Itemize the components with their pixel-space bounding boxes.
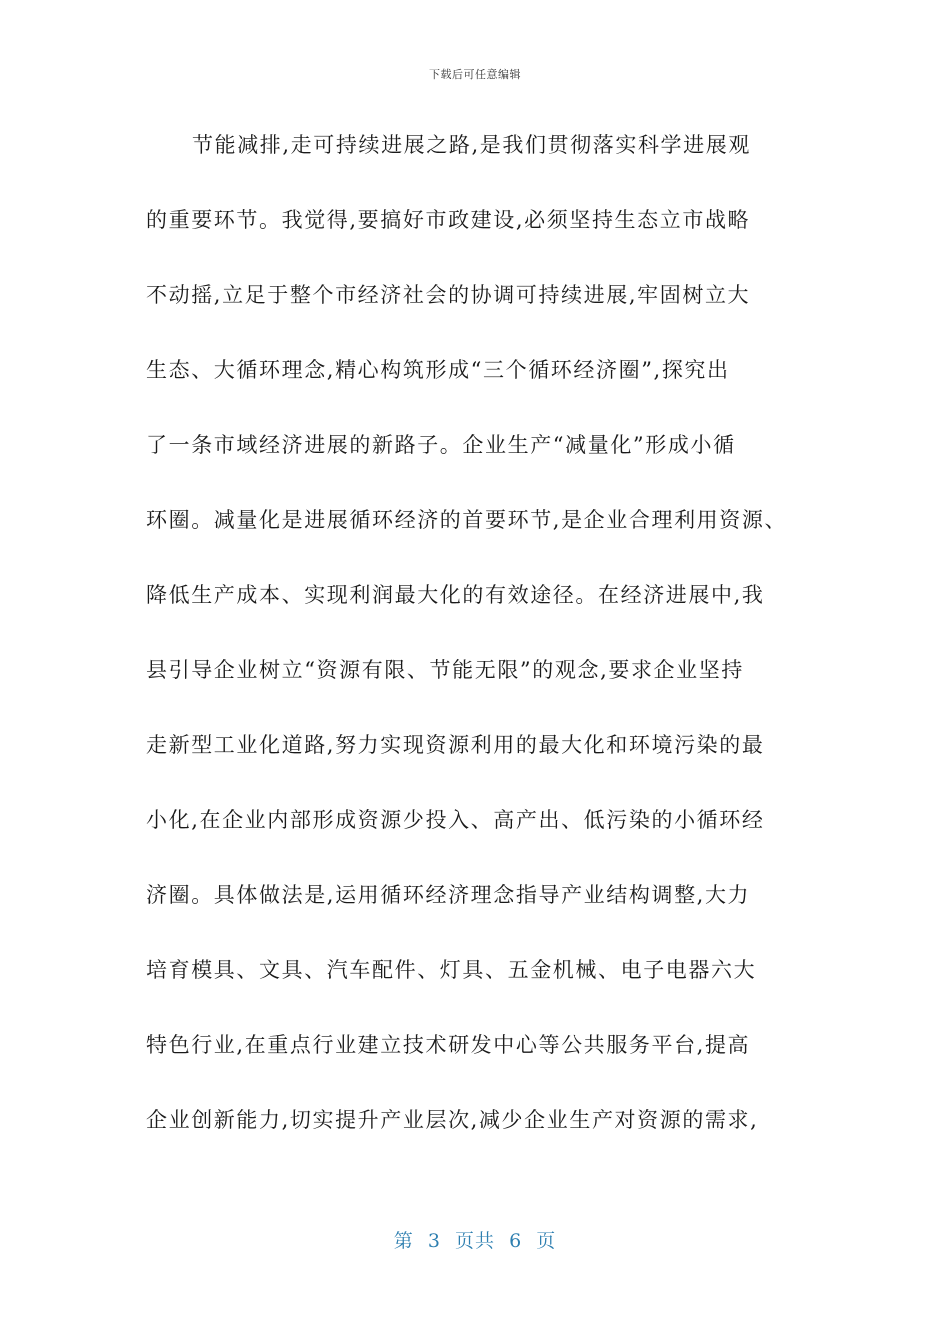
paragraph-line: 县引导企业树立“资源有限、节能无限”的观念,要求企业坚持 <box>146 658 744 682</box>
paragraph-line: 培育模具、文具、汽车配件、灯具、五金机械、电子电器六大 <box>146 958 757 982</box>
paragraph-line: 生态、大循环理念,精心构筑形成“三个循环经济圈”,探究出 <box>146 358 730 382</box>
paragraph-line: 的重要环节。我觉得,要搞好市政建设,必须坚持生态立市战略 <box>146 208 751 232</box>
document-body <box>146 126 826 1176</box>
page-header: 下载后可任意编辑 <box>429 68 521 81</box>
paragraph-line: 走新型工业化道路,努力实现资源利用的最大化和环境污染的最 <box>146 733 765 757</box>
paragraph-line: 降低生产成本、实现利润最大化的有效途径。在经济进展中,我 <box>146 583 765 607</box>
page-number-footer: 第 3 页共 6 页 <box>393 1230 557 1252</box>
paragraph-line: 了一条市域经济进展的新路子。企业生产“减量化”形成小循 <box>146 433 736 457</box>
paragraph-line: 特色行业,在重点行业建立技术研发中心等公共服务平台,提高 <box>146 1033 751 1057</box>
paragraph-line: 企业创新能力,切实提升产业层次,减少企业生产对资源的需求, <box>146 1108 759 1132</box>
paragraph-line: 不动摇,立足于整个市经济社会的协调可持续进展,牢固树立大 <box>146 283 751 307</box>
paragraph-line: 济圈。具体做法是,运用循环经济理念指导产业结构调整,大力 <box>146 883 751 907</box>
paragraph-line: 环圈。减量化是进展循环经济的首要环节,是企业合理利用资源、 <box>146 508 788 532</box>
paragraph-line: 节能减排,走可持续进展之路,是我们贯彻落实科学进展观 <box>192 133 751 157</box>
paragraph-line: 小化,在企业内部形成资源少投入、高产出、低污染的小循环经 <box>146 808 765 832</box>
